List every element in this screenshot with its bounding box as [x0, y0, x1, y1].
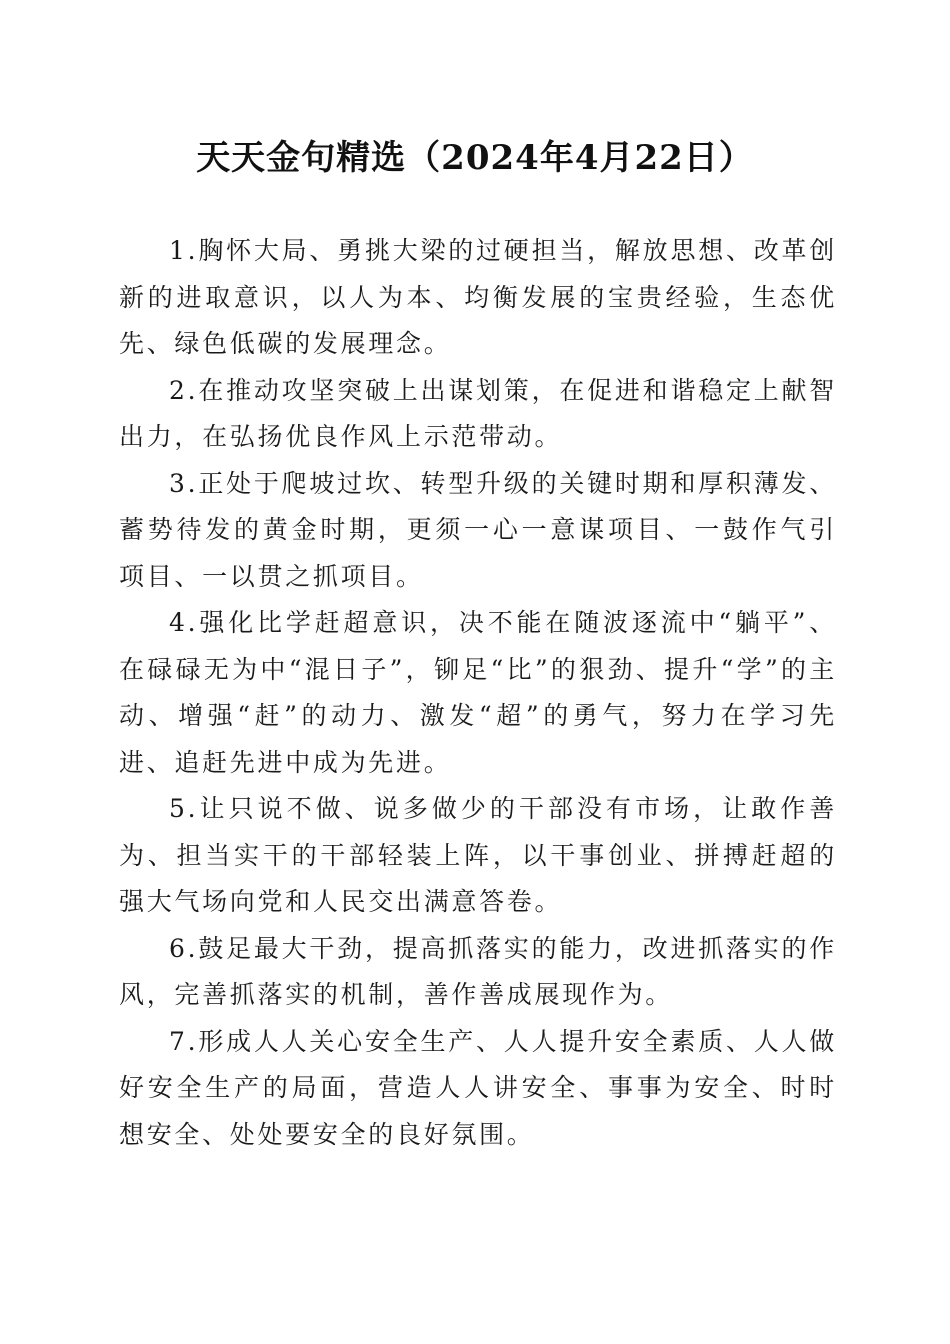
- quote-item-4: 4.强化比学赶超意识，决不能在随波逐流中“躺平”、在碌碌无为中“混日子”，铆足“比”的狠劲、提升“学”的主动、增强“赶”的动力、激发“超”的勇气，努力在学习先进、追赶先进中成为先进。: [119, 608, 837, 777]
- quote-item-5: 5.让只说不做、说多做少的干部没有市场，让敢作善为、担当实干的干部轻装上阵，以干事创业、拼搏赶超的强大气场向党和人民交出满意答卷。: [119, 794, 837, 916]
- document-title: 天天金句精选（2024年4月22日）: [196, 138, 754, 178]
- quote-item-7: 7.形成人人关心安全生产、人人提升安全素质、人人做好安全生产的局面，营造人人讲安全、事事为安全、时时想安全、处处要安全的良好氛围。: [119, 1026, 837, 1149]
- quote-item-6: 6.鼓足最大干劲，提高抓落实的能力，改进抓落实的作风，完善抓落实的机制，善作善成展现作为。: [119, 933, 837, 1009]
- quote-item-3: 3.正处于爬坡过坎、转型升级的关键时期和厚积薄发、蓄势待发的黄金时期，更须一心一意谋项目、一鼓作气引项目、一以贯之抓项目。: [119, 468, 837, 591]
- quote-item-1: 1.胸怀大局、勇挑大梁的过硬担当，解放思想、改革创新的进取意识，以人为本、均衡发展的宝贵经验，生态优先、绿色低碳的发展理念。: [119, 236, 837, 358]
- quote-item-2: 2.在推动攻坚突破上出谋划策，在促进和谐稳定上献智出力，在弘扬优良作风上示范带动。: [119, 375, 837, 451]
- document-body: [119, 228, 837, 1158]
